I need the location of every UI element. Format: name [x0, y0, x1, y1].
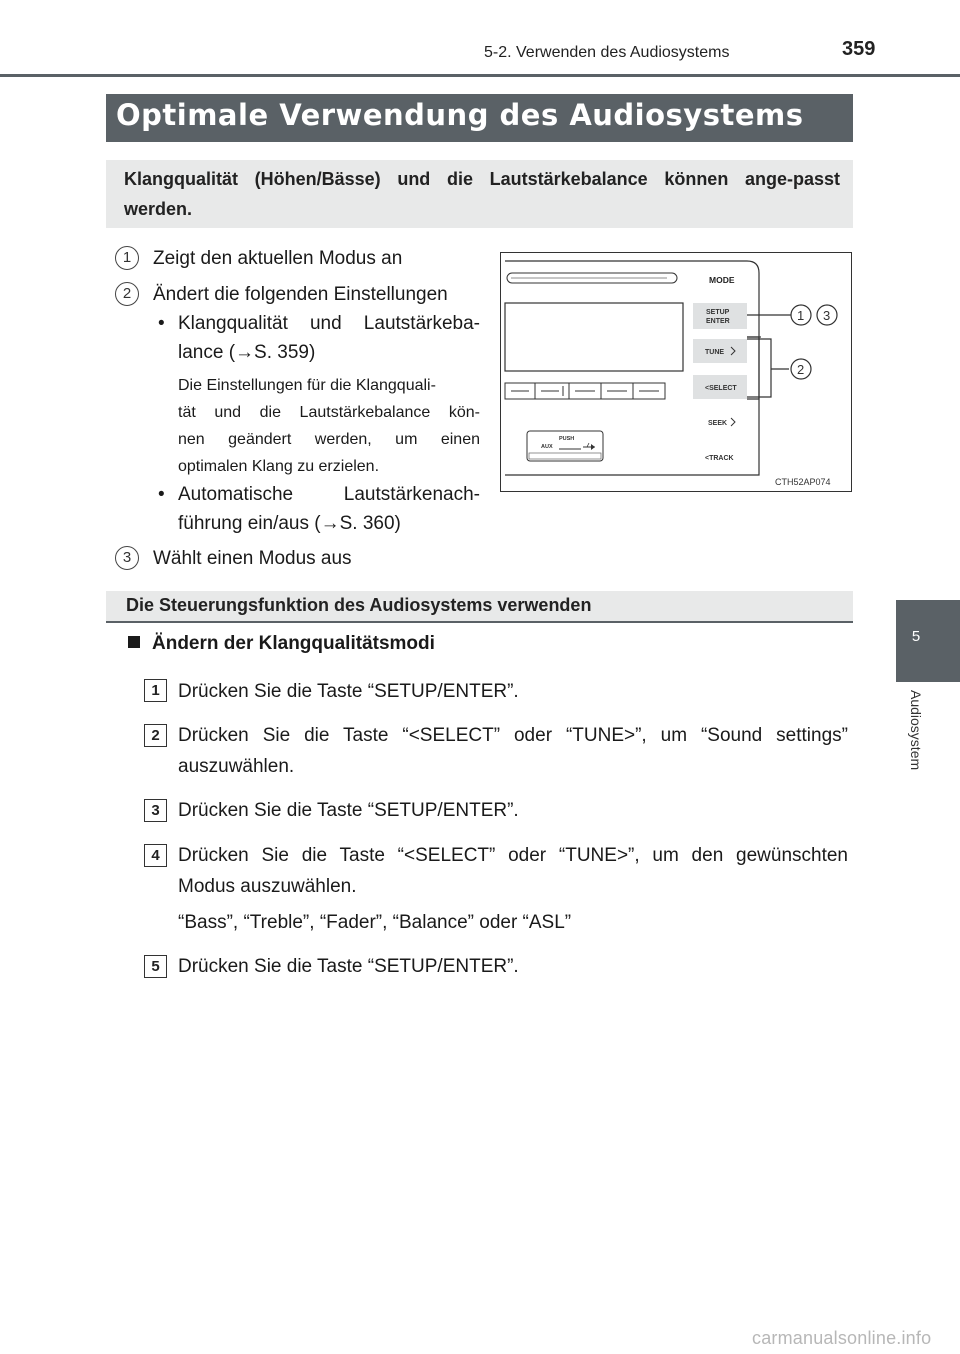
- bullet-2-line-1: Automatische Lautstärkenach-: [178, 484, 480, 505]
- note-line-1: Die Einstellungen für die Klangquali-: [178, 377, 436, 394]
- step-5-text: Drücken Sie die Taste “SETUP/ENTER”.: [178, 956, 519, 977]
- callout-text-3: Wählt einen Modus aus: [153, 548, 352, 569]
- enter-label: ENTER: [706, 318, 730, 325]
- chapter-label: Audiosystem: [908, 690, 924, 771]
- callout-text-1: Zeigt den aktuellen Modus an: [153, 248, 403, 269]
- page-number: 359: [842, 38, 876, 60]
- usb-icon: [583, 443, 595, 450]
- step-2-text-line-1: Drücken Sie die Taste “<SELECT” oder “TUNE>”, um “Sound settings”: [178, 725, 848, 746]
- setup-enter-button: [693, 303, 747, 329]
- step-2-text-line-2: auszuwählen.: [178, 756, 295, 777]
- track-label: <TRACK: [705, 455, 734, 462]
- watermark: carmanualsonline.info: [752, 1328, 932, 1348]
- step-number-1: 1: [144, 679, 167, 702]
- step-number-4: 4: [144, 844, 167, 867]
- bullet-1-line-1: Klangqualität und Lautstärkeba-: [178, 313, 480, 334]
- tune-label: TUNE: [705, 349, 725, 356]
- figure-code: CTH52AP074: [775, 477, 831, 487]
- step-number-2: 2: [144, 724, 167, 747]
- bullet-dot: •: [158, 484, 165, 505]
- svg-text:2: 2: [797, 362, 805, 377]
- intro-text: Klangqualität (Höhen/Bässe) und die Lautstärkebalance können ange-passt werden.: [124, 169, 840, 219]
- step-3-text: Drücken Sie die Taste “SETUP/ENTER”.: [178, 800, 519, 821]
- step-4-text-line-1: Drücken Sie die Taste “<SELECT” oder “TUNE>”, um den gewünschten: [178, 845, 848, 866]
- bullet-2-line-2: führung ein/aus (→S. 360): [178, 513, 401, 534]
- callout-number-1: 1: [115, 246, 139, 270]
- svg-text:1: 1: [797, 308, 805, 323]
- step-number-3: 3: [144, 799, 167, 822]
- bullet-1-line-2: lance (→S. 359): [178, 342, 316, 363]
- audio-unit-drawing: [501, 253, 851, 491]
- audio-unit-figure: [500, 252, 852, 492]
- callout-number-2: 2: [115, 282, 139, 306]
- step-1-text: Drücken Sie die Taste “SETUP/ENTER”.: [178, 681, 519, 702]
- push-label: PUSH: [559, 436, 575, 442]
- step-number-5: 5: [144, 955, 167, 978]
- step-4-note: “Bass”, “Treble”, “Fader”, “Balance” oder “ASL”: [178, 912, 572, 933]
- display-screen: [505, 303, 683, 371]
- bullet-dot: •: [158, 313, 165, 334]
- subheading: Ändern der Klangqualitätsmodi: [128, 633, 435, 655]
- header-rule: [0, 74, 960, 77]
- mode-button: MODE: [709, 275, 735, 285]
- section-heading: Die Steuerungsfunktion des Audiosystems verwenden: [126, 595, 592, 615]
- svg-text:3: 3: [823, 308, 831, 323]
- callout-text-2: Ändert die folgenden Einstellungen: [153, 284, 448, 305]
- note-line-4: optimalen Klang zu erzielen.: [178, 458, 380, 475]
- seek-label: SEEK: [708, 420, 728, 427]
- note-line-2: tät und die Lautstärkebalance kön-: [178, 404, 480, 421]
- setup-label: SETUP: [706, 309, 730, 316]
- unit-outline: [505, 261, 759, 475]
- step-4-text-line-2: Modus auszuwählen.: [178, 876, 357, 897]
- callout-number-3: 3: [115, 546, 139, 570]
- select-label: <SELECT: [705, 385, 737, 392]
- chapter-number: 5: [911, 628, 921, 645]
- aux-label: AUX: [541, 444, 553, 450]
- square-bullet-icon: [128, 636, 140, 648]
- running-header-section: 5-2. Verwenden des Audiosystems: [484, 44, 730, 61]
- page-title: Optimale Verwendung des Audiosystems: [116, 98, 804, 132]
- note-line-3: nen geändert werden, um einen: [178, 431, 480, 448]
